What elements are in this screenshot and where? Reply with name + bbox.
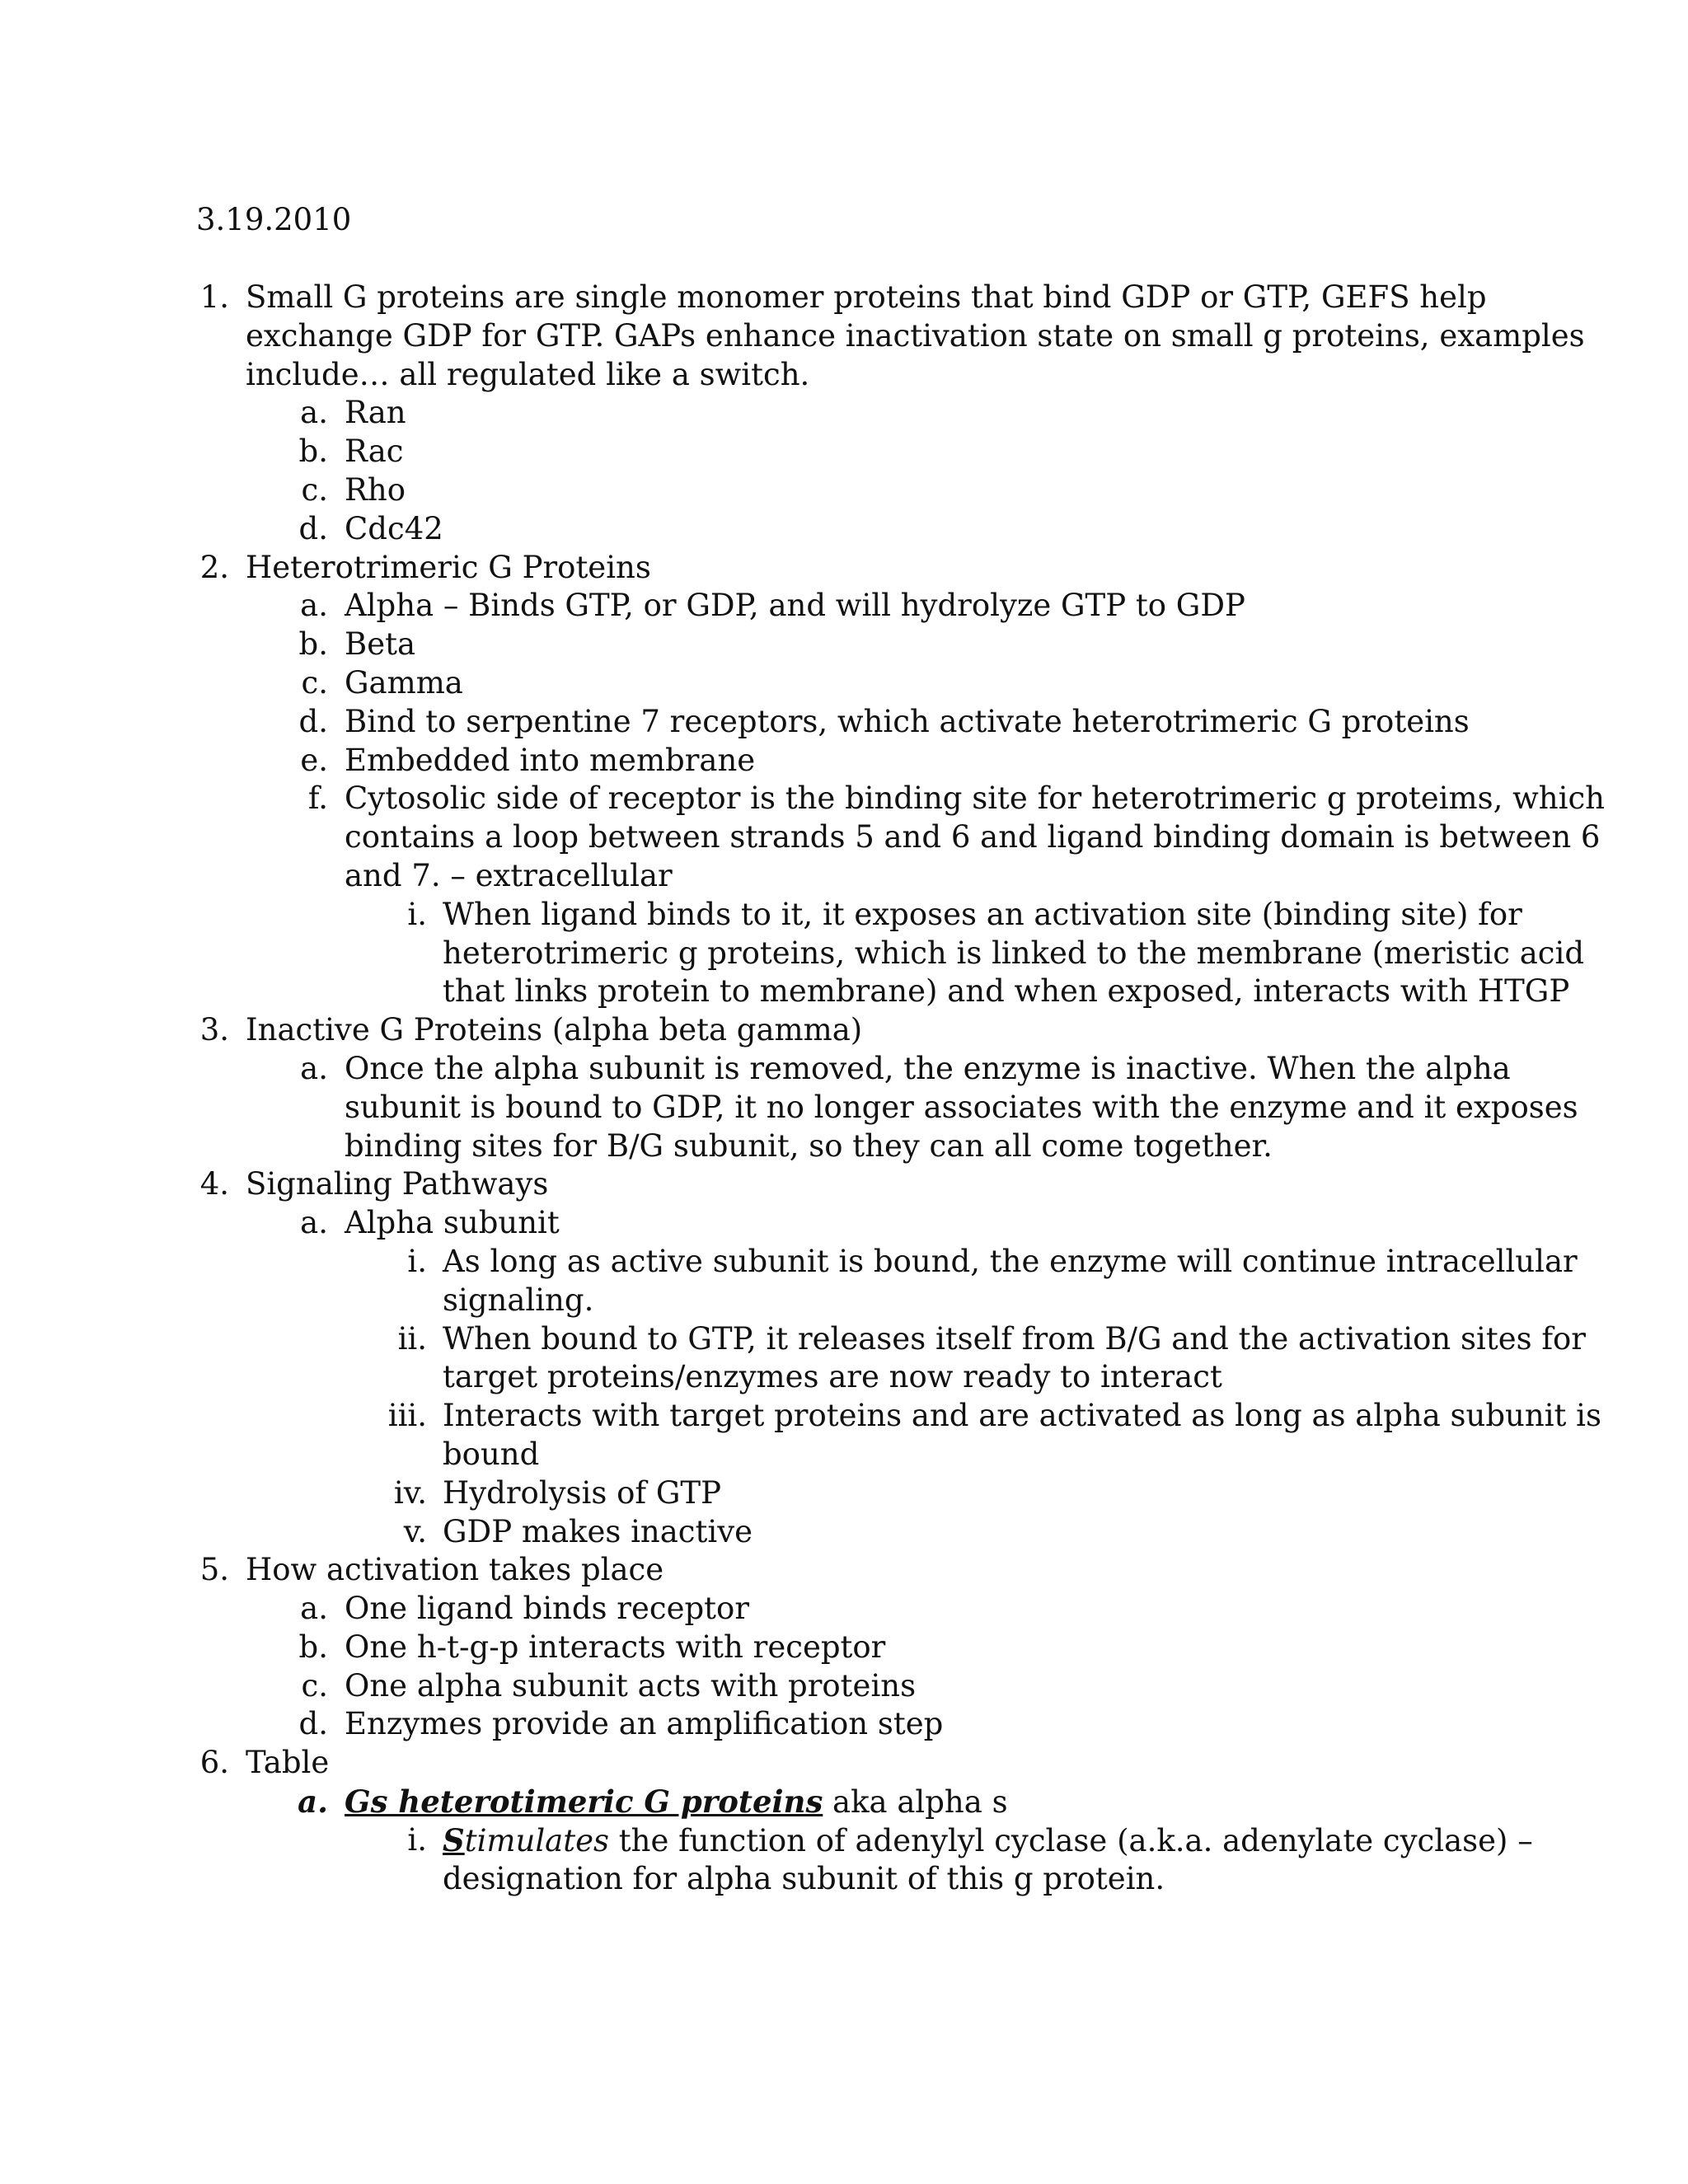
list-marker: b. [298, 626, 328, 663]
sub-item-continuation [0, 1127, 1688, 1166]
list-marker: i. [407, 1821, 427, 1858]
sub-item [0, 510, 1688, 549]
item-text: Once the alpha subunit is removed, the enzyme is inactive. When the alpha [345, 1050, 1511, 1086]
list-marker: e. [300, 742, 328, 778]
item-text: Hydrolysis of GTP [443, 1474, 721, 1511]
sub-sub-item [0, 1513, 1688, 1552]
emphasis-word: timulates [464, 1822, 609, 1858]
list-marker: 6. [199, 1745, 229, 1781]
list-marker: f. [307, 780, 328, 817]
item-text-rest: the function of adenylyl cyclase (a.k.a. adenylate cyclase) – [609, 1822, 1533, 1858]
item-text: bound [443, 1436, 540, 1472]
list-marker: i. [407, 896, 427, 932]
list-marker: a. [298, 1783, 328, 1821]
sub-item [0, 1204, 1688, 1243]
item-text: Alpha – Binds GTP, or GDP, and will hydrolyze GTP to GDP [345, 588, 1245, 624]
sub-item [0, 1590, 1688, 1629]
item-text: target proteins/enzymes are now ready to interact [443, 1359, 1222, 1395]
list-marker: 5. [199, 1552, 229, 1588]
item-text: Table [246, 1745, 330, 1781]
list-item [0, 1551, 1688, 1590]
item-text: When ligand binds to it, it exposes an activation site (binding site) for [443, 896, 1522, 932]
item-text: that links protein to membrane) and when exposed, interacts with HTGP [443, 973, 1570, 1010]
notes-outline [0, 279, 1688, 1898]
item-text: Rac [345, 434, 404, 470]
sub-item [0, 742, 1688, 780]
sub-item [0, 1667, 1688, 1706]
sub-item [0, 664, 1688, 703]
item-text: exchange GDP for GTP. GAPs enhance inactivation state on small g proteins, examples [246, 317, 1585, 354]
sub-sub-item-continuation [0, 1358, 1688, 1397]
list-item [0, 1165, 1688, 1204]
list-marker: c. [301, 1667, 328, 1704]
list-marker: 4. [199, 1166, 229, 1202]
sub-item [0, 587, 1688, 626]
item-text: Small G proteins are single monomer proteins that bind GDP or GTP, GEFS help [246, 279, 1487, 315]
list-marker: a. [300, 395, 328, 431]
item-text: and 7. – extracellular [345, 857, 673, 893]
item-text [345, 1783, 1008, 1822]
list-marker: 2. [199, 549, 229, 585]
heading-suffix: aka alpha s [823, 1784, 1008, 1821]
sub-sub-item [0, 1821, 1688, 1860]
list-marker: b. [298, 434, 328, 470]
sub-sub-item-continuation [0, 1282, 1688, 1320]
sub-sub-item-continuation [0, 972, 1688, 1011]
item-text: Cytosolic side of receptor is the binding site for heterotrimeric g proteims, which [345, 780, 1605, 817]
item-text: Gamma [345, 664, 463, 701]
item-text: Beta [345, 626, 416, 663]
sub-item [0, 433, 1688, 471]
note-date: 3.19.2010 [196, 202, 352, 237]
list-marker: i. [407, 1243, 427, 1279]
list-item [0, 279, 1688, 317]
sub-sub-item [0, 1474, 1688, 1513]
item-text: Alpha subunit [345, 1205, 560, 1241]
sub-item [0, 394, 1688, 433]
table-heading: Gs heterotimeric G proteins [345, 1783, 823, 1821]
list-item-continuation [0, 317, 1688, 356]
item-text: How activation takes place [246, 1552, 664, 1588]
sub-sub-item [0, 1320, 1688, 1359]
item-text: When bound to GTP, it releases itself from B/G and the activation sites for [443, 1320, 1586, 1357]
sub-item-continuation [0, 818, 1688, 857]
sub-item [0, 471, 1688, 510]
emphasis-letter: S [443, 1821, 465, 1858]
list-marker: 3. [199, 1012, 229, 1048]
list-item-continuation [0, 356, 1688, 395]
item-text: heterotrimeric g proteins, which is linked to the membrane (meristic acid [443, 935, 1585, 971]
item-text: signaling. [443, 1282, 594, 1318]
list-item [0, 549, 1688, 588]
list-marker: c. [301, 664, 328, 701]
item-text: Embedded into membrane [345, 742, 756, 778]
item-text: include… all regulated like a switch. [246, 356, 810, 392]
sub-item [0, 1629, 1688, 1667]
sub-item [0, 1783, 1688, 1821]
sub-sub-item [0, 1243, 1688, 1282]
list-marker: c. [301, 471, 328, 508]
sub-item-continuation [0, 1089, 1688, 1127]
sub-sub-item-continuation [0, 1860, 1688, 1899]
sub-sub-item [0, 896, 1688, 935]
sub-item-continuation [0, 857, 1688, 896]
sub-sub-item [0, 1397, 1688, 1436]
item-text: One ligand binds receptor [345, 1591, 750, 1627]
list-marker: a. [300, 1050, 328, 1086]
sub-item [0, 703, 1688, 742]
item-text: GDP makes inactive [443, 1513, 753, 1549]
list-marker: a. [300, 1205, 328, 1241]
list-marker: d. [298, 510, 328, 546]
item-text: Inactive G Proteins (alpha beta gamma) [246, 1012, 863, 1048]
item-text: One alpha subunit acts with proteins [345, 1667, 917, 1704]
sub-item [0, 1705, 1688, 1744]
list-marker: a. [300, 588, 328, 624]
item-text: Enzymes provide an amplification step [345, 1706, 944, 1742]
item-text: Rho [345, 471, 406, 508]
list-marker: d. [298, 703, 328, 739]
list-item [0, 1011, 1688, 1050]
item-text: designation for alpha subunit of this g protein. [443, 1860, 1165, 1896]
list-marker: d. [298, 1706, 328, 1742]
item-text: binding sites for B/G subunit, so they can all come together. [345, 1127, 1273, 1164]
sub-item [0, 626, 1688, 664]
list-item [0, 1744, 1688, 1783]
list-marker: iii. [387, 1398, 427, 1434]
sub-item [0, 780, 1688, 818]
item-text: Bind to serpentine 7 receptors, which activate heterotrimeric G proteins [345, 703, 1470, 739]
list-marker: b. [298, 1629, 328, 1665]
sub-sub-item-continuation [0, 1436, 1688, 1474]
item-text: Ran [345, 395, 406, 431]
item-text: Interacts with target proteins and are activated as long as alpha subunit is [443, 1398, 1601, 1434]
item-text: Cdc42 [345, 510, 443, 546]
list-marker: iv. [393, 1474, 427, 1511]
sub-item [0, 1050, 1688, 1089]
item-text: contains a loop between strands 5 and 6 and ligand binding domain is between 6 [345, 819, 1601, 855]
item-text: Heterotrimeric G Proteins [246, 549, 651, 585]
list-marker: v. [403, 1513, 427, 1549]
list-marker: 1. [199, 279, 229, 315]
item-text: As long as active subunit is bound, the enzyme will continue intracellular [443, 1243, 1578, 1279]
item-text: One h-t-g-p interacts with receptor [345, 1629, 886, 1665]
sub-sub-item-continuation [0, 935, 1688, 973]
list-marker: a. [300, 1591, 328, 1627]
item-text: subunit is bound to GDP, it no longer associates with the enzyme and it exposes [345, 1089, 1578, 1125]
item-text: Signaling Pathways [246, 1166, 549, 1202]
item-text [443, 1821, 1533, 1861]
list-marker: ii. [397, 1320, 427, 1357]
